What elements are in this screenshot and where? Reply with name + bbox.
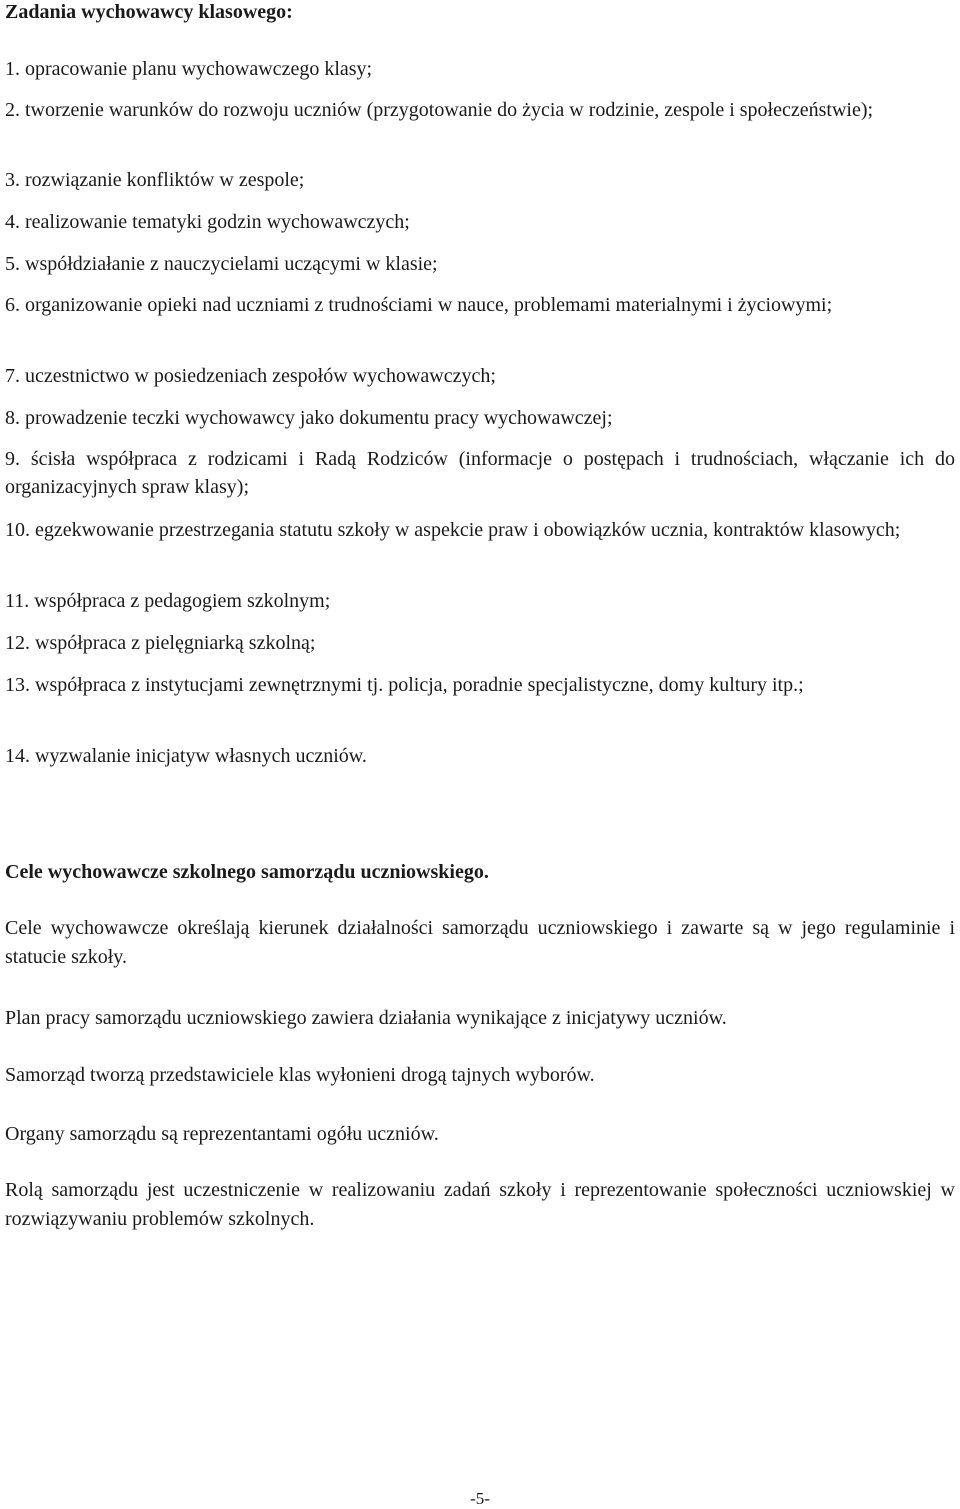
paragraph: Cele wychowawcze określają kierunek działalności samorządu uczniowskiego i zawarte są w jego regulaminie i statucie szkoły. (5, 917, 955, 968)
list-item: 10. egzekwowanie przestrzegania statutu szkoły w aspekcie praw i obowiązków ucznia, kontraktów klasowych; (5, 519, 901, 541)
list-item: 13. współpraca z instytucjami zewnętrznymi tj. policja, poradnie specjalistyczne, domy kultury itp.; (5, 674, 804, 696)
paragraph: Organy samorządu są reprezentantami ogółu uczniów. (5, 1123, 439, 1145)
paragraph: Plan pracy samorządu uczniowskiego zawiera działania wynikające z inicjatywy uczniów. (5, 1007, 727, 1029)
list-item: 9. ścisła współpraca z rodzicami i Radą Rodziców (informacje o postępach i trudnościach, włączanie ich do organizacyjnych spraw klasy); (5, 448, 955, 498)
list-item: 3. rozwiązanie konfliktów w zespole; (5, 169, 305, 191)
paragraph: Rolą samorządu jest uczestniczenie w realizowaniu zadań szkoły i reprezentowanie społeczności uczniowskiej w rozwiązywaniu problemów szkolnych. (5, 1179, 955, 1230)
list-item: 12. współpraca z pielęgniarką szkolną; (5, 632, 316, 654)
section-heading-student-council-goals: Cele wychowawcze szkolnego samorządu uczniowskiego. (5, 861, 489, 883)
list-item: 8. prowadzenie teczki wychowawcy jako dokumentu pracy wychowawczej; (5, 407, 613, 429)
list-item: 7. uczestnictwo w posiedzeniach zespołów wychowawczych; (5, 365, 496, 387)
list-item: 11. współpraca z pedagogiem szkolnym; (5, 590, 331, 612)
page-number: -5- (470, 1489, 490, 1508)
list-item: 14. wyzwalanie inicjatyw własnych uczniów. (5, 745, 367, 767)
list-item: 1. opracowanie planu wychowawczego klasy; (5, 58, 373, 80)
section-heading-teacher-tasks: Zadania wychowawcy klasowego: (5, 1, 293, 23)
list-item: 5. współdziałanie z nauczycielami uczącymi w klasie; (5, 253, 438, 275)
paragraph: Samorząd tworzą przedstawiciele klas wyłonieni drogą tajnych wyborów. (5, 1064, 595, 1086)
list-item: 2. tworzenie warunków do rozwoju uczniów (przygotowanie do życia w rodzinie, zespole i społeczeństwie); (5, 99, 874, 121)
list-item: 6. organizowanie opieki nad uczniami z trudnościami w nauce, problemami materialnymi i życiowymi; (5, 294, 833, 316)
list-item: 4. realizowanie tematyki godzin wychowawczych; (5, 211, 410, 233)
